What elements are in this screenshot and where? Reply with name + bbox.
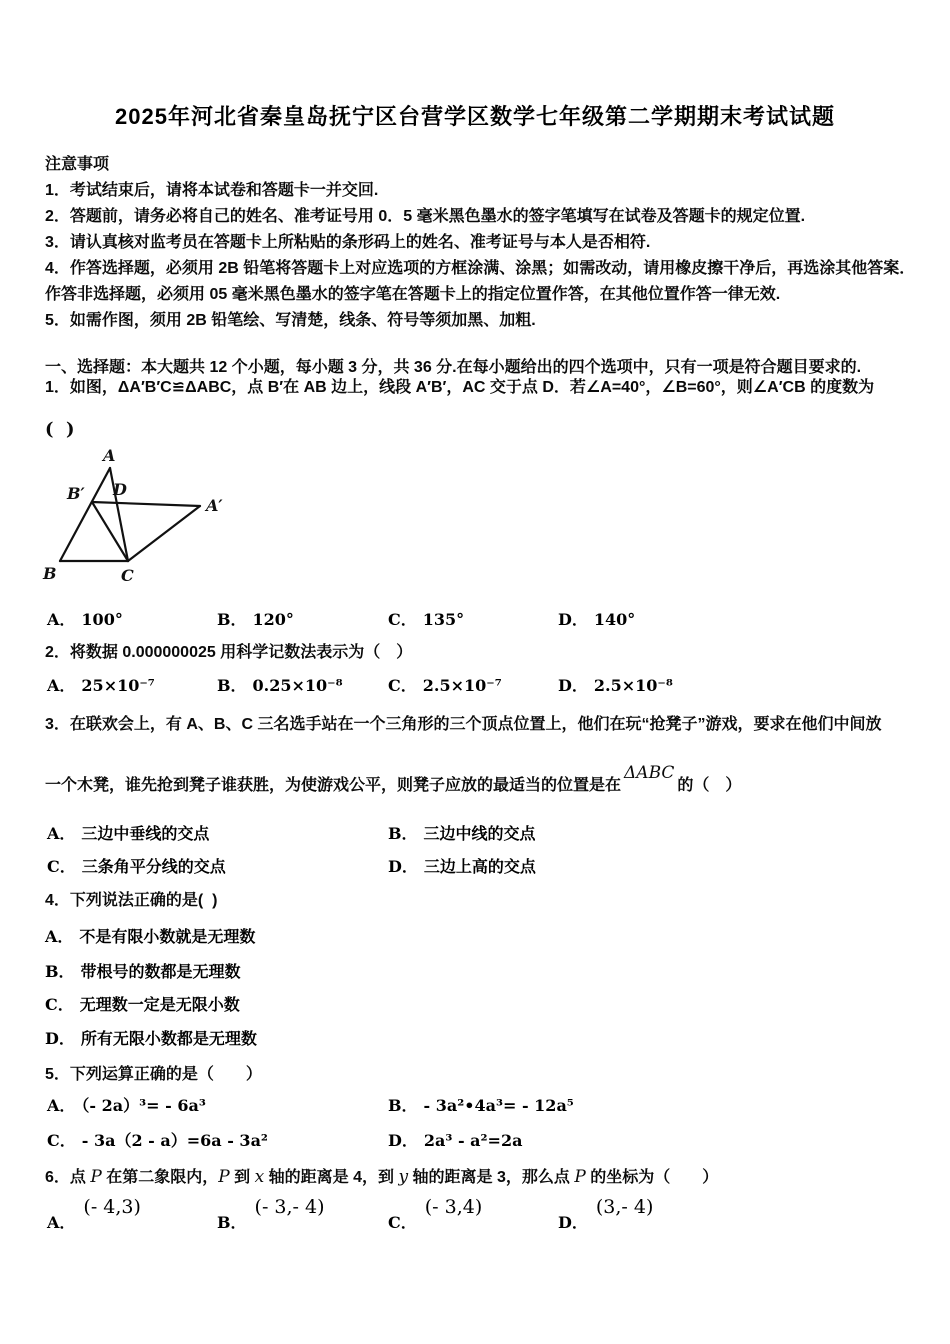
q3-option-d xyxy=(388,855,536,880)
q1-option-b xyxy=(217,608,294,633)
q4-option-d xyxy=(45,1027,257,1052)
option-text: - 3a（2 - a）=6a - 3a² xyxy=(81,1131,268,1150)
option-label: B． xyxy=(388,824,418,843)
question-6-stem xyxy=(45,1164,718,1191)
figure-label-a-prime: A′ xyxy=(206,496,223,515)
q6-text: 的坐标为（ ） xyxy=(585,1169,719,1186)
option-text: 100° xyxy=(81,610,123,629)
option-text: 135° xyxy=(422,610,465,629)
segment-ab xyxy=(60,468,110,561)
q1-option-a xyxy=(47,608,123,633)
option-label: C． xyxy=(45,995,74,1014)
option-label: A． xyxy=(47,1096,76,1115)
q5-option-a xyxy=(47,1094,206,1119)
option-label: A． xyxy=(47,610,76,629)
option-text: 三边中线的交点 xyxy=(423,826,536,843)
question-2-stem: 2．将数据 0.000000025 用科学记数法表示为（ ） xyxy=(45,644,413,661)
section-1-heading: 一、选择题：本大题共 12 个小题，每小题 3 分，共 36 分.在每小题给出的四个选项中，只有一项是符合题目要求的. xyxy=(45,359,862,376)
segment-bprime-aprime xyxy=(92,502,200,506)
question-1-figure xyxy=(30,446,235,598)
option-label: B． xyxy=(45,962,75,981)
question-4-stem: 4．下列说法正确的是( ) xyxy=(45,892,218,909)
q2-option-a xyxy=(47,674,155,699)
option-text: 三条角平分线的交点 xyxy=(81,859,226,876)
q4-option-a xyxy=(45,925,255,950)
q3-option-a xyxy=(47,822,209,847)
option-label: D． xyxy=(558,610,588,629)
q6-text: 到 xyxy=(229,1169,255,1186)
q6-var-p: P xyxy=(218,1167,230,1187)
figure-label-a: A xyxy=(103,446,116,465)
q6-var-p: P xyxy=(90,1167,102,1187)
option-text: - 3a²•4a³= - 12a⁵ xyxy=(423,1096,574,1115)
option-label: A． xyxy=(47,1213,76,1232)
q6-text: 轴的距离是 3，那么点 xyxy=(408,1169,575,1186)
option-label: C． xyxy=(388,610,417,629)
q2-option-d xyxy=(558,674,673,699)
segment-aprime-c xyxy=(128,506,200,561)
q6-text: 6．点 xyxy=(45,1169,91,1186)
q3-text-post: 的（ ） xyxy=(677,777,742,794)
option-text: 25×10⁻⁷ xyxy=(81,676,155,695)
option-text: 不是有限小数就是无理数 xyxy=(79,929,256,946)
q5-option-b xyxy=(388,1094,574,1119)
q6-option-d xyxy=(558,1196,653,1233)
q5-option-d xyxy=(388,1129,522,1154)
option-label: D． xyxy=(45,1029,75,1048)
figure-label-b-prime: B′ xyxy=(67,484,85,503)
notice-item-3: 3．请认真核对监考员在答题卡上所粘贴的条形码上的姓名、准考证号与本人是否相符. xyxy=(45,234,651,251)
option-text: 无理数一定是无限小数 xyxy=(79,997,240,1014)
figure-label-c: C xyxy=(121,566,134,585)
notice-item-2: 2．答题前，请务必将自己的姓名、准考证号用 0．5 毫米黑色墨水的签字笔填写在试卷及答题卡的规定位置. xyxy=(45,208,806,225)
option-label: B． xyxy=(388,1096,418,1115)
option-label: D． xyxy=(388,1131,418,1150)
question-3-stem-line-2 xyxy=(45,763,742,799)
q6-var-x: x xyxy=(254,1167,265,1187)
option-label: D． xyxy=(558,1213,588,1232)
figure-label-b: B xyxy=(43,564,57,583)
q6-var-y: y xyxy=(398,1167,409,1187)
option-label: B． xyxy=(217,610,247,629)
option-text: 120° xyxy=(252,610,294,629)
option-text: 0.25×10⁻⁸ xyxy=(252,676,343,695)
q3-triangle-formula: ΔABC xyxy=(624,763,675,783)
q1-option-d xyxy=(558,608,635,633)
option-label: A． xyxy=(47,824,76,843)
option-coordinate: (- 4,3) xyxy=(83,1196,141,1218)
option-label: C． xyxy=(388,1213,417,1232)
q3-option-c xyxy=(47,855,226,880)
option-text: 140° xyxy=(593,610,636,629)
question-1-stem: 1．如图，ΔA′B′C≌ΔABC，点 B′在 AB 边上，线段 A′B′，AC 交于点 D．若∠A=40°，∠B=60°，则∠A′CB 的度数为 xyxy=(45,379,875,396)
q6-text: 在第二象限内， xyxy=(101,1169,219,1186)
question-5-stem: 5．下列运算正确的是（ ） xyxy=(45,1066,262,1083)
option-text: 带根号的数都是无理数 xyxy=(80,964,241,981)
q6-var-p: P xyxy=(574,1167,586,1187)
q6-option-a xyxy=(47,1196,141,1233)
option-label: C． xyxy=(47,1131,76,1150)
figure-label-d: D xyxy=(113,480,127,499)
option-text: 2a³ - a²=2a xyxy=(423,1131,523,1150)
notice-item-4: 4．作答选择题，必须用 2B 铅笔将答题卡上对应选项的方框涂满、涂黑；如需改动，请用橡皮擦干净后，再选涂其他答案．作答非选择题，必须用 05 毫米黑色墨水的签字笔在答题卡上的指定位置作答，在其他位置作答一律无效. xyxy=(45,260,916,303)
option-label: B． xyxy=(217,676,247,695)
option-label: D． xyxy=(558,676,588,695)
q3-option-b xyxy=(388,822,536,847)
option-text: 三边上高的交点 xyxy=(423,859,536,876)
option-label: B． xyxy=(217,1213,247,1232)
q4-option-b xyxy=(45,960,241,985)
q6-option-c xyxy=(388,1196,482,1233)
page-title: 2025年河北省秦皇岛抚宁区台营学区数学七年级第二学期期末考试试题 xyxy=(115,104,835,129)
notice-heading: 注意事项 xyxy=(45,156,110,173)
q3-text-pre: 一个木凳，谁先抢到凳子谁获胜，为使游戏公平，则凳子应放的最适当的位置是在 xyxy=(45,777,622,794)
notice-item-5: 5．如需作图，须用 2B 铅笔绘、写清楚，线条、符号等须加黑、加粗. xyxy=(45,312,536,329)
option-coordinate: (3,- 4) xyxy=(595,1196,654,1218)
option-label: A． xyxy=(47,676,76,695)
option-label: D． xyxy=(388,857,418,876)
q1-option-c xyxy=(388,608,464,633)
option-label: C． xyxy=(47,857,76,876)
question-1-answer-blank: ( ) xyxy=(45,419,75,440)
notice-item-1: 1．考试结束后，请将本试卷和答题卡一并交回. xyxy=(45,182,379,199)
q4-option-c xyxy=(45,993,240,1018)
option-text: 三边中垂线的交点 xyxy=(81,826,210,843)
q6-option-b xyxy=(217,1196,325,1233)
option-text: 2.5×10⁻⁷ xyxy=(422,676,502,695)
q2-option-b xyxy=(217,674,343,699)
q5-option-c xyxy=(47,1129,268,1154)
option-coordinate: (- 3,- 4) xyxy=(254,1196,325,1218)
option-text: 所有无限小数都是无理数 xyxy=(80,1031,257,1048)
q6-text: 轴的距离是 4，到 xyxy=(264,1169,399,1186)
q2-option-c xyxy=(388,674,502,699)
question-3-stem-line-1: 3．在联欢会上，有 A、B、C 三名选手站在一个三角形的三个顶点位置上，他们在玩“抢凳子”游戏，要求在他们中间放 xyxy=(45,716,882,733)
option-text: 2.5×10⁻⁸ xyxy=(593,676,673,695)
option-label: C． xyxy=(388,676,417,695)
option-label: A． xyxy=(45,927,74,946)
option-coordinate: (- 3,4) xyxy=(424,1196,483,1218)
option-text: （- 2a）³= - 6a³ xyxy=(81,1096,206,1115)
